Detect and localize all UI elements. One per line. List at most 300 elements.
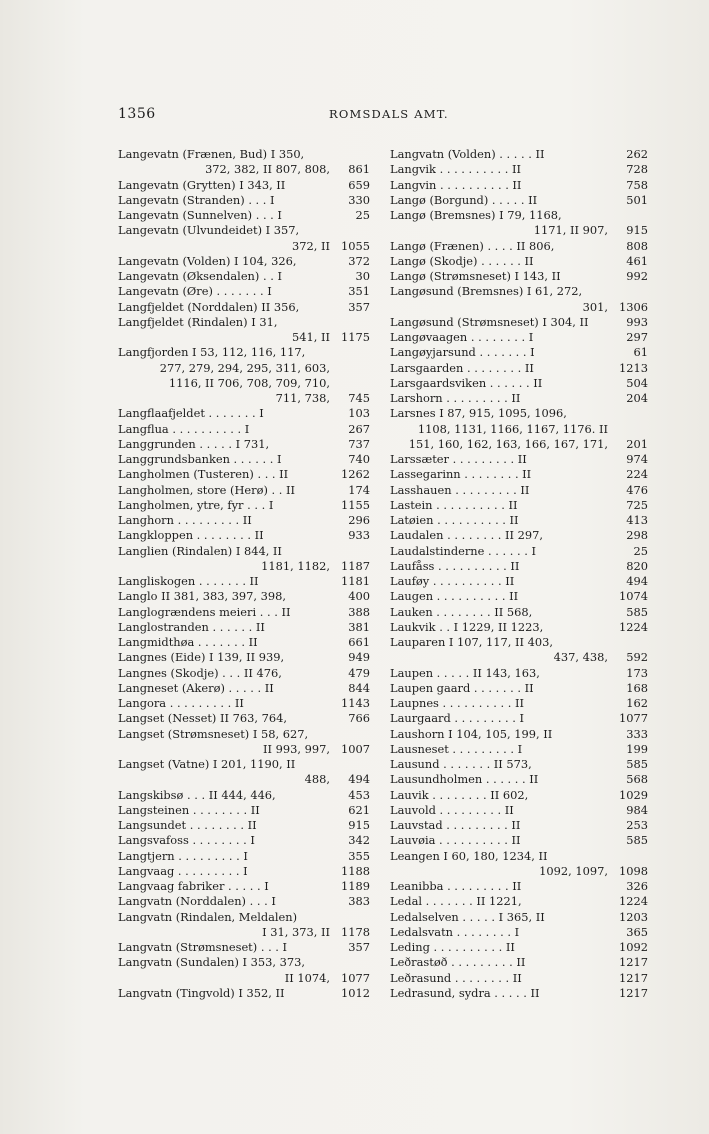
entry-text: Langøvaagen . . . . . . . . I <box>390 330 534 344</box>
entry-page-ref: 400 <box>348 589 370 604</box>
entry-page-ref: 501 <box>626 192 648 207</box>
index-entry <box>118 635 370 650</box>
entry-page-ref: 766 <box>348 711 370 726</box>
entry-text: Laupnes . . . . . . . . . . II <box>390 696 524 710</box>
entry-continuation: 372, 382, II 807, 808, <box>205 162 330 177</box>
entry-text: Langvin . . . . . . . . . . II <box>390 177 522 192</box>
entry-text: Langholmen, ytre, fyr . . . I <box>118 497 274 512</box>
entry-text: Lauføy . . . . . . . . . . II <box>390 574 515 588</box>
entry-page-ref: 984 <box>626 802 648 817</box>
entry-text: Langvatn (Volden) . . . . . II <box>390 147 545 161</box>
index-entry <box>118 284 370 299</box>
entry-text: Langgrunden . . . . . I 731, <box>118 436 270 451</box>
index-entry <box>118 696 370 711</box>
entry-page-ref: 585 <box>626 833 648 848</box>
entry-page-ref: 1012 <box>341 985 370 1000</box>
entry-text: Langholmen, store (Herø) . . II <box>118 482 295 497</box>
entry-page-ref: 1217 <box>619 985 648 1000</box>
entry-text: Lauvøia . . . . . . . . . . II <box>390 833 521 848</box>
entry-text: Langvatn (Norddalen) . . . I <box>118 894 276 909</box>
entry-page-ref: 1224 <box>619 619 648 634</box>
entry-continuation: 277, 279, 294, 295, 311, 603, <box>159 360 330 375</box>
entry-continuation: 1108, 1131, 1166, 1167, 1176. II <box>417 421 608 436</box>
entry-page-ref: 25 <box>355 208 370 222</box>
page-number: 1356 <box>118 106 156 122</box>
entry-text: Langvatn (Rindalen, Meldalen) <box>118 909 298 924</box>
entry-page-ref: 974 <box>626 452 648 466</box>
index-entry <box>118 864 370 879</box>
entry-text: Langlien (Rindalen) I 844, II <box>118 543 282 558</box>
index-entry <box>118 345 370 406</box>
entry-page-ref: 915 <box>348 818 370 832</box>
entry-page-ref: 1187 <box>341 558 370 573</box>
index-entry <box>118 894 370 909</box>
entry-page-ref: 758 <box>626 177 648 192</box>
entry-page-ref: 992 <box>626 269 648 283</box>
entry-page-ref: 383 <box>348 894 370 909</box>
index-entry <box>390 544 648 559</box>
entry-page-ref: 173 <box>626 665 648 680</box>
entry-page-ref: 1143 <box>341 696 370 710</box>
entry-page-ref: 1155 <box>341 497 370 512</box>
entry-text: Langflua . . . . . . . . . . I <box>118 421 250 436</box>
index-entry <box>390 955 648 970</box>
index-entry <box>390 406 648 452</box>
entry-text: Laudalen . . . . . . . . II 297, <box>390 528 544 543</box>
index-entry <box>390 330 648 345</box>
entry-text: Lausundholmen . . . . . . II <box>390 772 539 787</box>
entry-text: Langskibsø . . . II 444, 446, <box>118 787 276 802</box>
entry-page-ref: 224 <box>626 467 648 482</box>
entry-text: Leðrasund . . . . . . . . II <box>390 970 522 985</box>
entry-page-ref: 993 <box>626 314 648 329</box>
index-entry <box>118 574 370 589</box>
entry-page-ref: 621 <box>348 802 370 817</box>
entry-page-ref: 1217 <box>619 955 648 970</box>
index-entry <box>118 178 370 193</box>
index-entry <box>390 315 648 330</box>
index-entry <box>390 483 648 498</box>
index-entry <box>118 147 370 178</box>
entry-page-ref: 199 <box>626 741 648 756</box>
entry-page-ref: 1055 <box>341 238 370 253</box>
entry-page-ref: 103 <box>348 406 370 421</box>
entry-continuation: II 993, 997, <box>263 741 330 756</box>
index-entry <box>118 315 370 346</box>
entry-page-ref: 168 <box>626 680 648 695</box>
index-entry <box>390 910 648 925</box>
entry-continuation: 301, <box>582 299 608 314</box>
index-entry <box>118 620 370 635</box>
entry-page-ref: 1098 <box>619 863 648 878</box>
index-entry <box>390 879 648 894</box>
index-entry <box>390 940 648 955</box>
entry-page-ref: 453 <box>348 787 370 802</box>
entry-text: Laukvik . . I 1229, II 1223, <box>390 619 544 634</box>
entry-page-ref: 1217 <box>619 970 648 985</box>
entry-page-ref: 1224 <box>619 894 648 909</box>
entry-text: Langvatn (Strømsneset) . . . I <box>118 940 288 954</box>
entry-page-ref: 585 <box>626 757 648 771</box>
entry-text: Ledal . . . . . . . II 1221, <box>390 894 522 909</box>
entry-text: Lassegarinn . . . . . . . . II <box>390 467 532 482</box>
entry-page-ref: 342 <box>348 833 370 848</box>
entry-page-ref: 461 <box>626 253 648 268</box>
entry-page-ref: 494 <box>348 772 370 787</box>
entry-text: Langgrundsbanken . . . . . . I <box>118 452 282 466</box>
index-entry <box>118 986 370 1001</box>
entry-text: Ledalselven . . . . . I 365, II <box>390 909 545 924</box>
entry-text: Langø (Skodje) . . . . . . II <box>390 253 534 268</box>
index-entry <box>390 513 648 528</box>
page-title: ROMSDALS AMT. <box>329 107 449 121</box>
entry-page-ref: 915 <box>626 223 648 238</box>
index-entry <box>390 528 648 543</box>
entry-page-ref: 297 <box>626 330 648 344</box>
entry-page-ref: 1188 <box>341 863 370 878</box>
entry-page-ref: 1213 <box>619 360 648 375</box>
index-entry <box>390 696 648 711</box>
index-entry <box>390 772 648 787</box>
index-entry <box>118 269 370 284</box>
index-entry <box>390 589 648 604</box>
index-entry <box>390 345 648 360</box>
entry-text: Langø (Frænen) . . . . II 806, <box>390 238 555 253</box>
index-entry <box>390 193 648 208</box>
entry-text: Langevatn (Sunnelven) . . . I <box>118 208 282 222</box>
entry-page-ref: 745 <box>348 391 370 405</box>
entry-text: Langøsund (Bremsnes) I 61, 272, <box>390 284 583 299</box>
entry-page-ref: 262 <box>626 147 648 161</box>
index-entry <box>118 910 370 941</box>
index-entry <box>390 605 648 620</box>
entry-page-ref: 504 <box>626 375 648 390</box>
entry-continuation: 1092, 1097, <box>539 863 608 878</box>
entry-text: Langflaafjeldet . . . . . . . I <box>118 406 264 421</box>
index-entry <box>118 681 370 696</box>
index-entry <box>118 849 370 864</box>
entry-page-ref: 30 <box>355 269 370 283</box>
entry-text: Langvaag fabriker . . . . . I <box>118 879 269 893</box>
index-entry <box>390 818 648 833</box>
entry-text: Langset (Nesset) II 763, 764, <box>118 711 287 726</box>
index-entry <box>390 498 648 513</box>
index-entry <box>390 803 648 818</box>
index-entry <box>390 452 648 467</box>
entry-text: Langset (Vatne) I 201, 1190, II <box>118 757 296 771</box>
entry-continuation: 437, 438, <box>553 650 608 665</box>
entry-text: Laupen gaard . . . . . . . II <box>390 680 534 695</box>
entry-page-ref: 1074 <box>619 589 648 604</box>
index-entry <box>390 574 648 589</box>
index-entry <box>390 971 648 986</box>
index-entry <box>118 498 370 513</box>
entry-page-ref: 253 <box>626 818 648 832</box>
entry-page-ref: 1077 <box>619 711 648 726</box>
entry-page-ref: 201 <box>626 436 648 451</box>
entry-page-ref: 413 <box>626 513 648 527</box>
entry-continuation: 488, <box>304 772 330 787</box>
entry-page-ref: 820 <box>626 558 648 573</box>
entry-page-ref: 381 <box>348 619 370 634</box>
entry-text: Lauvik . . . . . . . . II 602, <box>390 787 529 802</box>
entry-continuation: 1181, 1182, <box>261 558 330 573</box>
entry-text: Ledalsvatn . . . . . . . . I <box>390 924 520 939</box>
entry-text: Langevatn (Volden) I 104, 326, <box>118 253 297 268</box>
entry-text: Langkloppen . . . . . . . . II <box>118 528 264 543</box>
entry-text: Lauken . . . . . . . . II 568, <box>390 604 533 619</box>
index-entry <box>118 727 370 758</box>
index-entry <box>390 467 648 482</box>
entry-page-ref: 1181 <box>341 574 370 588</box>
entry-text: Leangen I 60, 180, 1234, II <box>390 848 548 863</box>
index-entry <box>390 559 648 574</box>
index-entry <box>118 955 370 986</box>
entry-page-ref: 808 <box>626 238 648 253</box>
entry-continuation: 1116, II 706, 708, 709, 710, <box>168 375 330 390</box>
entry-page-ref: 333 <box>626 726 648 741</box>
entry-text: Latøien . . . . . . . . . . II <box>390 513 519 527</box>
entry-page-ref: 388 <box>348 604 370 619</box>
index-entry <box>118 223 370 254</box>
entry-text: Langnes (Eide) I 139, II 939, <box>118 650 285 665</box>
index-entry <box>118 803 370 818</box>
entry-page-ref: 1007 <box>341 741 370 756</box>
entry-text: Laufåss . . . . . . . . . . II <box>390 558 520 573</box>
entry-text: Leding . . . . . . . . . . II <box>390 940 515 954</box>
index-entry <box>390 269 648 284</box>
index-entry <box>390 666 648 681</box>
index-entry <box>390 849 648 880</box>
entry-continuation: 541, II <box>292 330 330 344</box>
entry-page-ref: 494 <box>626 574 648 588</box>
entry-page-ref: 357 <box>348 940 370 954</box>
index-entry <box>118 666 370 681</box>
entry-page-ref: 568 <box>626 772 648 787</box>
entry-page-ref: 1262 <box>341 467 370 482</box>
entry-text: Langsundet . . . . . . . . II <box>118 818 257 832</box>
entry-text: Larsgaardsviken . . . . . . II <box>390 375 543 390</box>
entry-page-ref: 949 <box>348 650 370 665</box>
index-entry <box>118 422 370 437</box>
entry-text: Langora . . . . . . . . . II <box>118 696 244 710</box>
entry-text: Langnes (Skodje) . . . II 476, <box>118 665 282 680</box>
entry-text: Larsgaarden . . . . . . . . II <box>390 360 534 375</box>
entry-text: Langevatn (Øre) . . . . . . . I <box>118 284 272 299</box>
index-entry <box>118 833 370 848</box>
entry-text: Langvatn (Sundalen) I 353, 373, <box>118 955 305 970</box>
entry-page-ref: 296 <box>348 513 370 527</box>
index-entry <box>118 467 370 482</box>
entry-text: Langøsund (Strømsneset) I 304, II <box>390 314 589 329</box>
index-entry <box>118 818 370 833</box>
index-entry <box>118 193 370 208</box>
entry-text: Langtjern . . . . . . . . . I <box>118 848 248 863</box>
entry-text: Langset (Strømsneset) I 58, 627, <box>118 726 309 741</box>
entry-page-ref: 592 <box>626 650 648 665</box>
index-entry <box>390 894 648 909</box>
index-entry <box>390 711 648 726</box>
entry-page-ref: 728 <box>626 162 648 177</box>
index-entry <box>390 757 648 772</box>
index-entry <box>390 986 648 1001</box>
entry-page-ref: 355 <box>348 848 370 863</box>
entry-text: Langø (Strømsneset) I 143, II <box>390 269 561 283</box>
entry-continuation: II 1074, <box>284 970 330 985</box>
entry-text: Laurgaard . . . . . . . . . I <box>390 711 525 726</box>
entry-page-ref: 861 <box>348 162 370 177</box>
entry-text: Langvatn (Tingvold) I 352, II <box>118 985 285 1000</box>
entry-text: Laugen . . . . . . . . . . II <box>390 589 519 604</box>
entry-text: Lauvstad . . . . . . . . . II <box>390 818 521 832</box>
entry-text: Langlo II 381, 383, 397, 398, <box>118 589 287 604</box>
index-entry <box>390 391 648 406</box>
index-entry <box>390 361 648 376</box>
entry-page-ref: 1178 <box>341 924 370 939</box>
entry-text: Langlostranden . . . . . . II <box>118 619 265 634</box>
entry-page-ref: 1189 <box>341 879 370 893</box>
entry-page-ref: 725 <box>626 497 648 512</box>
index-entry <box>390 254 648 269</box>
index-column-right <box>390 147 648 1001</box>
entry-page-ref: 267 <box>348 421 370 436</box>
entry-page-ref: 1029 <box>619 787 648 802</box>
entry-text: Langlogrændens meieri . . . II <box>118 604 291 619</box>
index-entry <box>118 757 370 788</box>
index-entry <box>390 239 648 254</box>
entry-page-ref: 476 <box>626 482 648 497</box>
entry-page-ref: 1306 <box>619 299 648 314</box>
entry-page-ref: 174 <box>348 482 370 497</box>
entry-continuation: 151, 160, 162, 163, 166, 167, 171, <box>408 436 608 451</box>
entry-text: Langsvafoss . . . . . . . . I <box>118 833 255 848</box>
index-entry <box>118 300 370 315</box>
entry-page-ref: 326 <box>626 879 648 893</box>
entry-text: Laudalstinderne . . . . . . I <box>390 543 536 558</box>
entry-page-ref: 479 <box>348 665 370 680</box>
entry-text: Langvik . . . . . . . . . . II <box>390 162 521 177</box>
entry-page-ref: 372 <box>348 253 370 268</box>
entry-page-ref: 61 <box>633 345 648 360</box>
entry-page-ref: 330 <box>348 192 370 207</box>
index-entry <box>390 925 648 940</box>
index-entry <box>390 788 648 803</box>
entry-text: Langevatn (Grytten) I 343, II <box>118 177 286 192</box>
entry-page-ref: 357 <box>348 299 370 314</box>
entry-page-ref: 1092 <box>619 940 648 954</box>
entry-page-ref: 737 <box>348 436 370 451</box>
index-entry <box>390 147 648 162</box>
entry-text: Lausneset . . . . . . . . . I <box>390 741 523 756</box>
entry-text: Langvaag . . . . . . . . . I <box>118 863 248 878</box>
entry-text: Langevatn (Ulvundeidet) I 357, <box>118 223 300 238</box>
index-entry <box>118 208 370 223</box>
entry-text: Langholmen (Tusteren) . . . II <box>118 467 289 482</box>
entry-text: Lastein . . . . . . . . . . II <box>390 497 518 512</box>
entry-text: Langneset (Akerø) . . . . . II <box>118 680 274 695</box>
entry-text: Lauvold . . . . . . . . . II <box>390 802 514 817</box>
entry-page-ref: 351 <box>348 284 370 299</box>
index-entry <box>118 528 370 543</box>
entry-text: Larshorn . . . . . . . . . II <box>390 391 521 405</box>
entry-text: Langøyjarsund . . . . . . . I <box>390 345 535 360</box>
index-entry <box>390 162 648 177</box>
index-entry <box>390 620 648 635</box>
entry-text: Lauparen I 107, 117, II 403, <box>390 635 553 649</box>
index-entry <box>390 833 648 848</box>
entry-text: Larsnes I 87, 915, 1095, 1096, <box>390 406 567 421</box>
index-entry <box>390 208 648 239</box>
entry-text: Langevatn (Frænen, Bud) I 350, <box>118 147 305 161</box>
entry-page-ref: 659 <box>348 177 370 192</box>
entry-continuation: I 31, 373, II <box>262 924 330 939</box>
entry-text: Larssæter . . . . . . . . . II <box>390 452 527 466</box>
entry-text: Langmidthøa . . . . . . . II <box>118 635 258 649</box>
entry-text: Leðrastøð . . . . . . . . . II <box>390 955 526 970</box>
entry-text: Langø (Borgund) . . . . . II <box>390 192 538 207</box>
entry-text: Lasshauen . . . . . . . . . II <box>390 482 530 497</box>
entry-page-ref: 844 <box>348 680 370 695</box>
index-entry <box>118 437 370 452</box>
entry-page-ref: 162 <box>626 696 648 710</box>
index-entry <box>118 711 370 726</box>
entry-page-ref: 661 <box>348 635 370 649</box>
index-column-left <box>118 147 370 1001</box>
index-entry <box>118 452 370 467</box>
entry-continuation: 372, II <box>292 238 330 253</box>
entry-page-ref: 1175 <box>341 330 370 344</box>
index-entry <box>118 940 370 955</box>
entry-text: Laushorn I 104, 105, 199, II <box>390 726 553 741</box>
index-entry <box>118 879 370 894</box>
entry-page-ref: 1077 <box>341 970 370 985</box>
index-entry <box>118 513 370 528</box>
index-entry <box>118 406 370 421</box>
entry-page-ref: 25 <box>633 543 648 558</box>
entry-text: Langhorn . . . . . . . . . II <box>118 513 252 527</box>
entry-text: Langfjeldet (Norddalen) II 356, <box>118 299 300 314</box>
index-entry <box>390 681 648 696</box>
entry-text: Langsteinen . . . . . . . . II <box>118 802 260 817</box>
entry-page-ref: 740 <box>348 452 370 466</box>
index-entry <box>118 589 370 604</box>
entry-continuation: 711, 738, <box>275 391 330 405</box>
entry-text: Langfjeldet (Rindalen) I 31, <box>118 314 278 329</box>
entry-text: Leanibba . . . . . . . . . II <box>390 879 522 893</box>
entry-page-ref: 933 <box>348 528 370 543</box>
entry-page-ref: 585 <box>626 604 648 619</box>
entry-page-ref: 298 <box>626 528 648 543</box>
entry-text: Ledrasund, sydra . . . . . II <box>390 985 540 1000</box>
entry-page-ref: 1203 <box>619 909 648 924</box>
index-entry <box>390 635 648 666</box>
entry-text: Laupen . . . . . II 143, 163, <box>390 665 540 680</box>
index-entry <box>118 650 370 665</box>
index-entry <box>118 605 370 620</box>
page-header <box>118 106 638 126</box>
index-entry <box>118 788 370 803</box>
entry-page-ref: 204 <box>626 391 648 405</box>
entry-text: Lausund . . . . . . . II 573, <box>390 757 532 771</box>
index-entry <box>390 727 648 742</box>
entry-page-ref: 365 <box>626 924 648 939</box>
index-entry <box>118 254 370 269</box>
index-entry <box>390 742 648 757</box>
index-entry <box>390 376 648 391</box>
entry-text: Langfjorden I 53, 112, 116, 117, <box>118 345 306 360</box>
entry-text: Langø (Bremsnes) I 79, 1168, <box>390 208 562 222</box>
index-entry <box>118 544 370 575</box>
